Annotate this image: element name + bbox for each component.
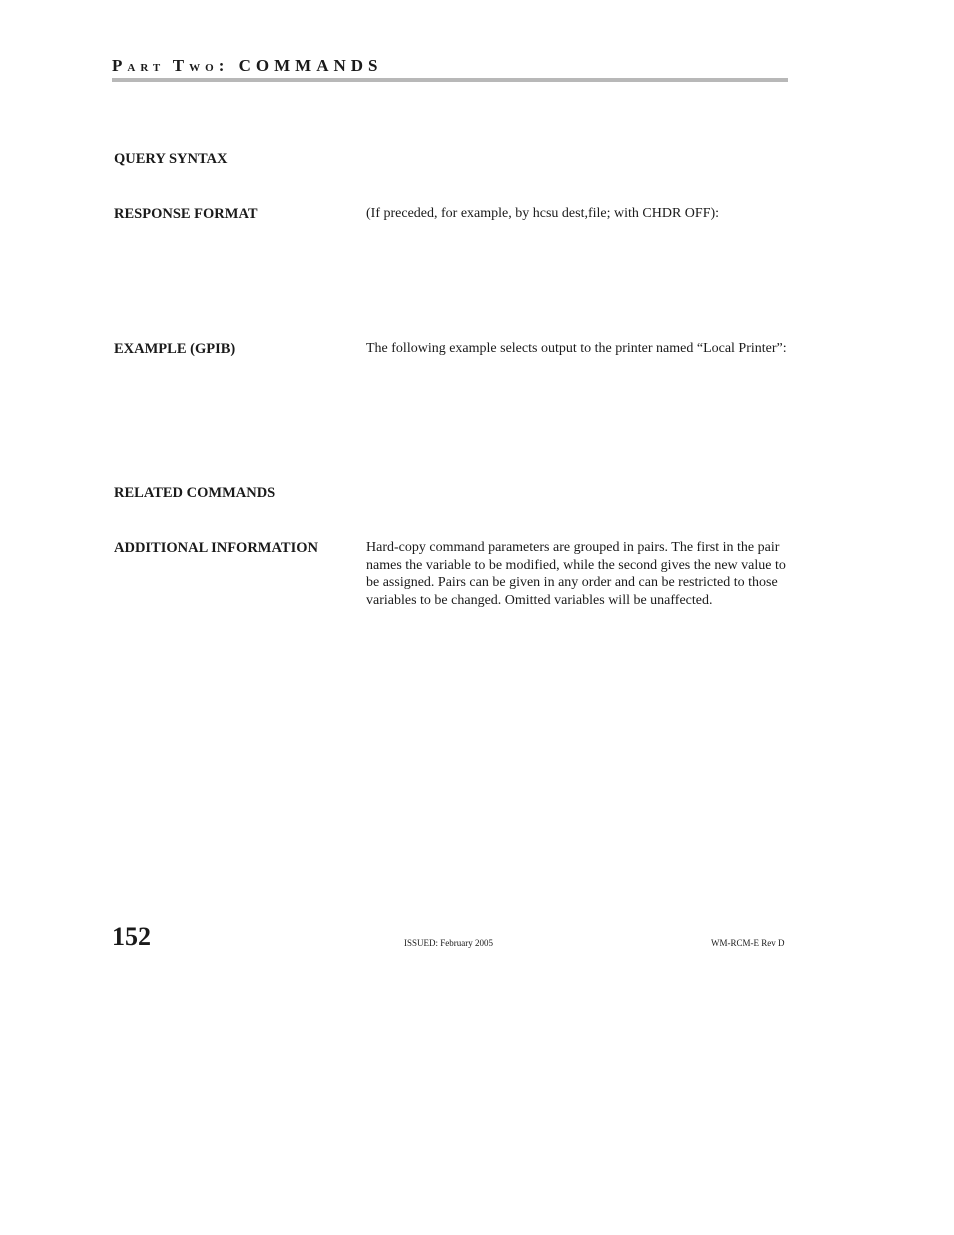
header-divider	[112, 78, 788, 82]
header-title-part: WO	[189, 62, 219, 74]
response-format-text: (If preceded, for example, by hcsu dest,file; with CHDR OFF):	[366, 206, 720, 221]
footer-issued-date: ISSUED: February 2005	[404, 938, 493, 948]
additional-information-label: ADDITIONAL INFORMATION	[114, 540, 318, 556]
footer-document-id: WM-RCM-E Rev D	[711, 938, 785, 948]
header-title	[112, 54, 788, 78]
query-syntax-label: QUERY SYNTAX	[114, 151, 228, 167]
header-title-part: P	[112, 56, 128, 75]
header-title-part: : COMMANDS	[218, 56, 383, 75]
example-gpib-text: The following example selects output to the printer named “Local Printer”:	[366, 341, 787, 356]
header-title-part: T	[172, 56, 190, 75]
page-number: 152	[112, 922, 151, 951]
example-gpib-label: EXAMPLE (GPIB)	[114, 341, 236, 357]
header-title-part: ART	[127, 62, 173, 74]
page-header	[112, 54, 788, 82]
response-format-label: RESPONSE FORMAT	[114, 206, 258, 222]
additional-information-text: Hard-copy command parameters are grouped in pairs. The first in the pair names the variable to be modified, while the second gives the new value to be assigned. Pairs can be given in any order and can be restricted to those variables to be changed. Omitted variables will be unaffected.	[366, 540, 786, 608]
related-commands-label: RELATED COMMANDS	[114, 485, 276, 501]
